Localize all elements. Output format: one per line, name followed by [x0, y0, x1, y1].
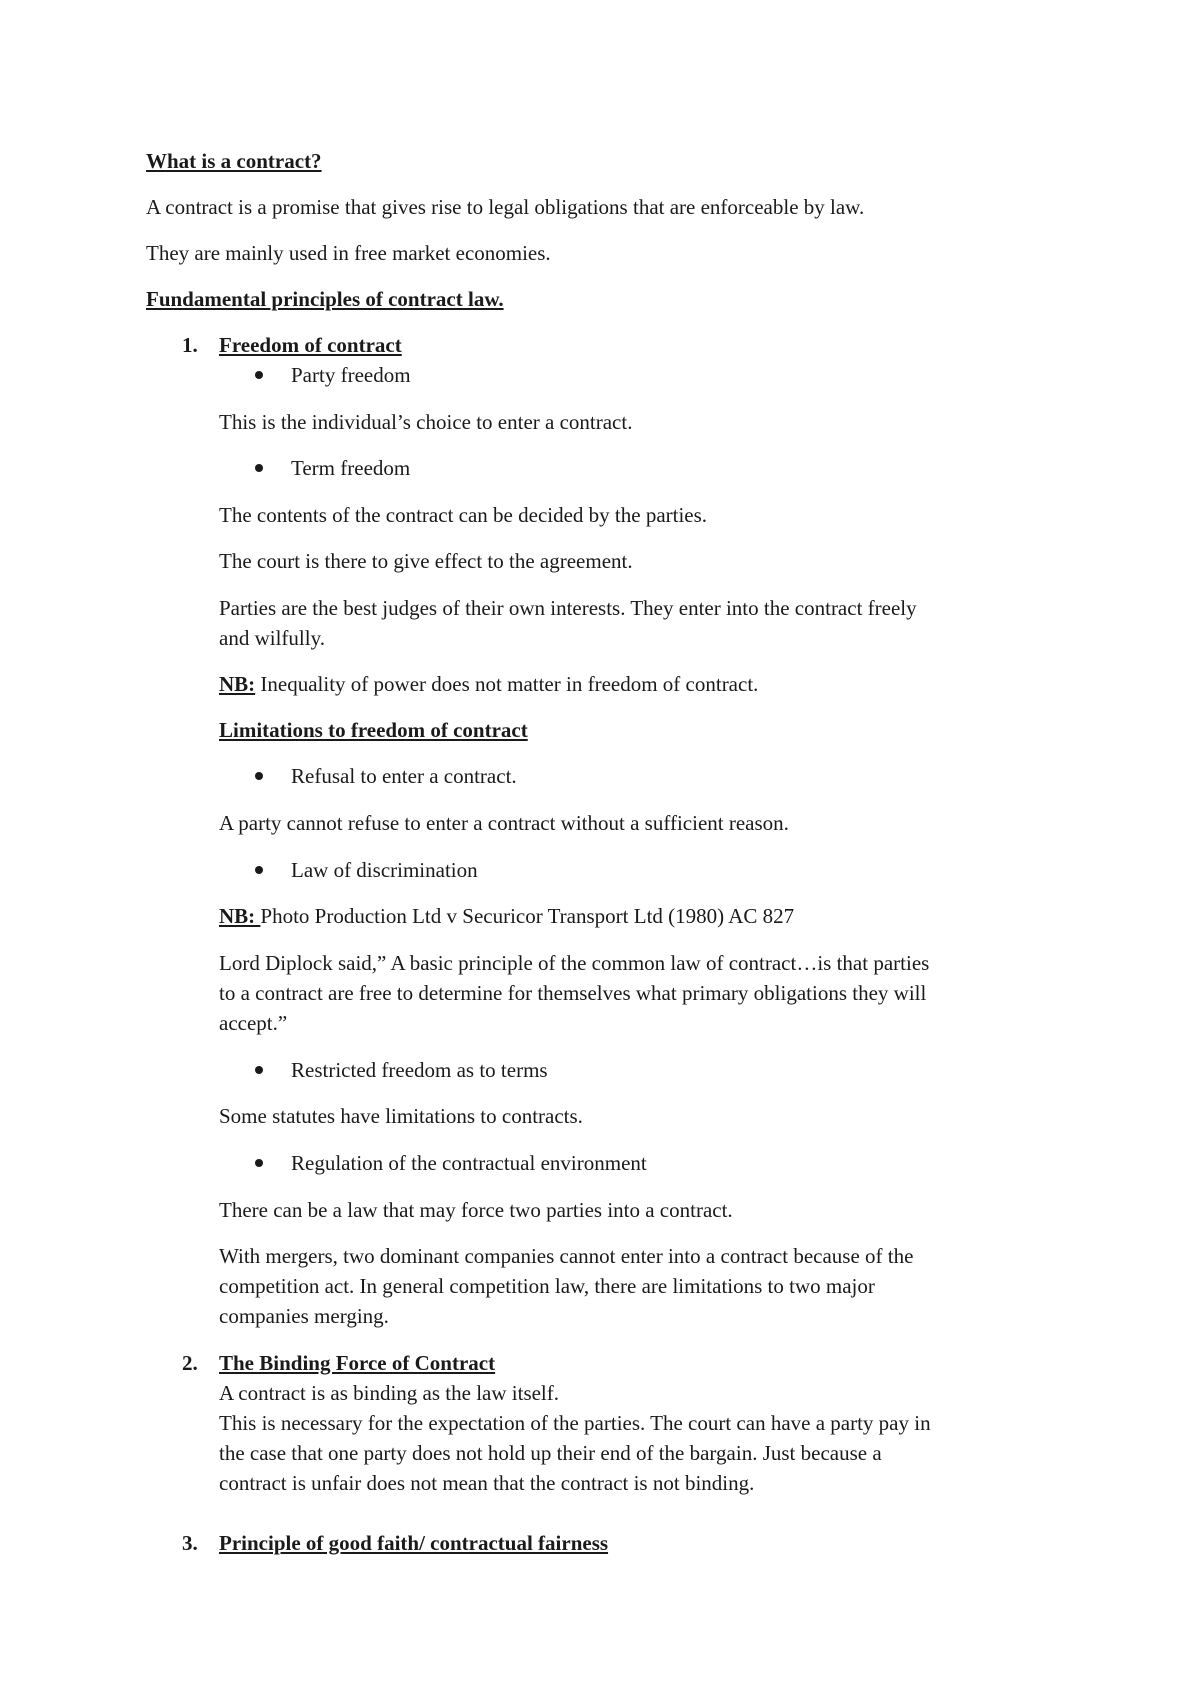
section-number-2: 2. — [182, 1351, 198, 1375]
section-number-3: 3. — [182, 1531, 198, 1555]
bullet-icon — [255, 866, 263, 874]
bullet-refusal: Refusal to enter a contract. — [291, 764, 517, 788]
bullet-term-freedom: Term freedom — [291, 456, 411, 480]
bullet-regulation: Regulation of the contractual environment — [291, 1151, 647, 1175]
binding-line4: contract is unfair does not mean that the contract is not binding. — [219, 1471, 755, 1495]
paragraph-party-freedom: This is the individual’s choice to enter a contract. — [219, 410, 633, 434]
quote-diplock-line2: to a contract are free to determine for themselves what primary obligations they will — [219, 981, 927, 1005]
nb-label: NB: — [219, 904, 261, 928]
paragraph-statutes: Some statutes have limitations to contracts. — [219, 1104, 583, 1128]
bullet-icon — [255, 1159, 263, 1167]
nb-text: Inequality of power does not matter in freedom of contract. — [255, 672, 759, 696]
heading-limitations: Limitations to freedom of contract — [219, 718, 528, 742]
paragraph-definition: A contract is a promise that gives rise to legal obligations that are enforceable by law. — [146, 195, 865, 219]
binding-line3: the case that one party does not hold up their end of the bargain. Just because a — [219, 1441, 882, 1465]
bullet-icon — [255, 772, 263, 780]
paragraph-mergers-line1: With mergers, two dominant companies cannot enter into a contract because of the — [219, 1244, 914, 1268]
bullet-discrimination: Law of discrimination — [291, 858, 478, 882]
bullet-icon — [255, 464, 263, 472]
bullet-party-freedom: Party freedom — [291, 363, 411, 387]
section-number-1: 1. — [182, 333, 198, 357]
paragraph-mergers-line2: competition act. In general competition law, there are limitations to two major — [219, 1274, 875, 1298]
paragraph-force: There can be a law that may force two parties into a contract. — [219, 1198, 733, 1222]
heading-fundamental-principles: Fundamental principles of contract law. — [146, 287, 504, 311]
bullet-icon — [255, 371, 263, 379]
paragraph-court: The court is there to give effect to the agreement. — [219, 549, 633, 573]
nb-case-citation — [219, 901, 794, 931]
nb-inequality — [219, 669, 758, 699]
bullet-icon — [255, 1066, 263, 1074]
nb-case-text: Photo Production Ltd v Securicor Transport Ltd (1980) AC 827 — [260, 904, 795, 928]
heading-what-is-contract: What is a contract? — [146, 149, 322, 173]
section-title-binding-force: The Binding Force of Contract — [219, 1351, 496, 1375]
paragraph-best-judges-line2: and wilfully. — [219, 626, 325, 650]
quote-diplock-line3: accept.” — [219, 1011, 288, 1035]
quote-diplock-line1: Lord Diplock said,” A basic principle of the common law of contract…is that parties — [219, 951, 930, 975]
paragraph-mergers-line3: companies merging. — [219, 1304, 389, 1328]
paragraph-best-judges-line1: Parties are the best judges of their own interests. They enter into the contract freely — [219, 596, 917, 620]
binding-line1: A contract is as binding as the law itself. — [219, 1381, 560, 1405]
section-title-good-faith: Principle of good faith/ contractual fairness — [219, 1531, 609, 1555]
paragraph-contents: The contents of the contract can be decided by the parties. — [219, 503, 708, 527]
section-title-freedom: Freedom of contract — [219, 333, 402, 357]
binding-line2: This is necessary for the expectation of the parties. The court can have a party pay in — [219, 1411, 931, 1435]
paragraph-refusal: A party cannot refuse to enter a contract without a sufficient reason. — [219, 811, 789, 835]
nb-label: NB: — [219, 672, 256, 696]
bullet-restricted-freedom: Restricted freedom as to terms — [291, 1058, 548, 1082]
paragraph-market-economies: They are mainly used in free market economies. — [146, 241, 551, 265]
